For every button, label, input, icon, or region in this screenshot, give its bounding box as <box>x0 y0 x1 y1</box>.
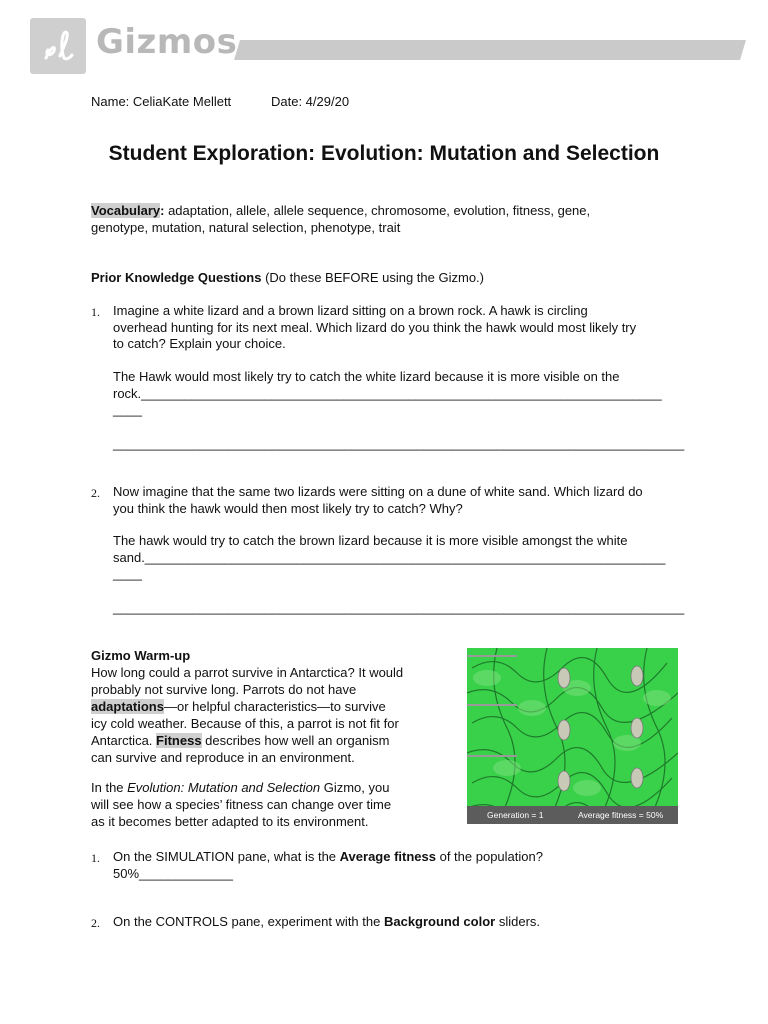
question-number: 2. <box>91 486 100 500</box>
warmup-line: probably not survive long. Parrots do not have <box>91 682 357 697</box>
warmup-line: In the <box>91 780 128 795</box>
warmup-line: describes how well an organism <box>201 733 390 748</box>
warmup-section <box>91 647 441 830</box>
answer-2[interactable] <box>113 533 693 583</box>
header-bar <box>234 40 746 60</box>
leaf-background <box>467 648 678 824</box>
answer-blank[interactable]: _______________________________________________________________________________ <box>113 600 685 615</box>
warmup-line: Antarctica. <box>91 733 157 748</box>
warmup-line: as it becomes better adapted to its environment. <box>91 814 369 829</box>
term-average-fitness: Average fitness <box>339 849 436 864</box>
answer-line: ____ <box>113 566 142 581</box>
vocabulary-colon: : <box>160 203 165 218</box>
prior-heading: Prior Knowledge Questions <box>91 270 262 285</box>
date: Date: 4/29/20 <box>271 94 350 109</box>
question-line: overhead hunting for its next meal. Which lizard do you think the hawk would most likely try <box>113 319 637 335</box>
question-line: to catch? Explain your choice. <box>113 336 286 351</box>
vocabulary-label: Vocabulary <box>91 203 161 218</box>
warmup-line: icy cold weather. Because of this, a parrot is not fit for <box>91 716 399 731</box>
question-number: 2. <box>91 916 100 930</box>
question-line: you think the hawk would then most likely try to catch? Why? <box>113 500 463 516</box>
answer-line: The Hawk would most likely try to catch the white lizard because it is more visible on the <box>113 369 620 384</box>
question-line: Imagine a white lizard and a brown lizard sitting on a brown rock. A hawk is circling <box>113 303 588 318</box>
term-fitness: Fitness <box>156 733 202 748</box>
answer-line: ____ <box>113 402 142 417</box>
prior-knowledge-heading <box>91 270 484 287</box>
vocabulary <box>91 203 691 236</box>
warmup-line: can survive and reproduce in an environment. <box>91 750 355 765</box>
warmup-line: will see how a species’ fitness can change over time <box>91 797 392 812</box>
answer-1[interactable] <box>113 369 693 419</box>
question-2 <box>113 484 713 517</box>
question-number: 1. <box>91 851 100 865</box>
gizmo-name: Evolution: Mutation and Selection <box>127 780 321 795</box>
page-title: Student Exploration: Evolution: Mutation and Selection <box>108 142 660 165</box>
student-name: Name: CeliaKate Mellett <box>91 94 232 109</box>
warmup-question-1 <box>113 849 673 882</box>
simulation-pane <box>467 648 678 824</box>
prior-note: (Do these BEFORE using the Gizmo.) <box>261 270 484 285</box>
simulation-status-bar <box>467 806 678 824</box>
question-line: Now imagine that the same two lizards were sitting on a dune of white sand. Which lizard do <box>113 484 643 499</box>
question-line: of the population? <box>435 849 543 864</box>
question-line: On the CONTROLS pane, experiment with the <box>113 914 384 929</box>
generation-readout: Generation = 1 <box>487 810 544 820</box>
question-number: 1. <box>91 305 100 319</box>
vocabulary-line: adaptation, allele, allele sequence, chromosome, evolution, fitness, gene, <box>164 203 591 218</box>
term-background-color: Background color <box>383 914 496 929</box>
answer-line: The hawk would try to catch the brown lizard because it is more visible amongst the white <box>113 533 628 548</box>
answer-line[interactable]: 50%_____________ <box>113 865 234 881</box>
vocabulary-line: genotype, mutation, natural selection, phenotype, trait <box>91 219 401 235</box>
warmup-line: —or helpful characteristics—to survive <box>163 699 386 714</box>
answer-line: rock.________________________________________________________________________ <box>113 385 662 401</box>
warmup-question-2 <box>113 914 673 931</box>
term-adaptations: adaptations <box>91 699 164 714</box>
question-1 <box>113 303 693 353</box>
answer-blank[interactable]: _______________________________________________________________________________ <box>113 436 685 451</box>
brand-name: Gizmos <box>96 22 238 62</box>
question-line: sliders. <box>495 914 541 929</box>
warmup-heading: Gizmo Warm-up <box>91 648 191 663</box>
el-logo-icon <box>30 18 86 74</box>
warmup-line: How long could a parrot survive in Antarctica? It would <box>91 665 404 680</box>
average-fitness-readout: Average fitness = 50% <box>578 810 664 820</box>
gizmos-logo <box>30 18 86 74</box>
question-line: On the SIMULATION pane, what is the <box>113 849 340 864</box>
answer-line: sand.________________________________________________________________________ <box>113 549 666 565</box>
warmup-line: Gizmo, you <box>320 780 390 795</box>
